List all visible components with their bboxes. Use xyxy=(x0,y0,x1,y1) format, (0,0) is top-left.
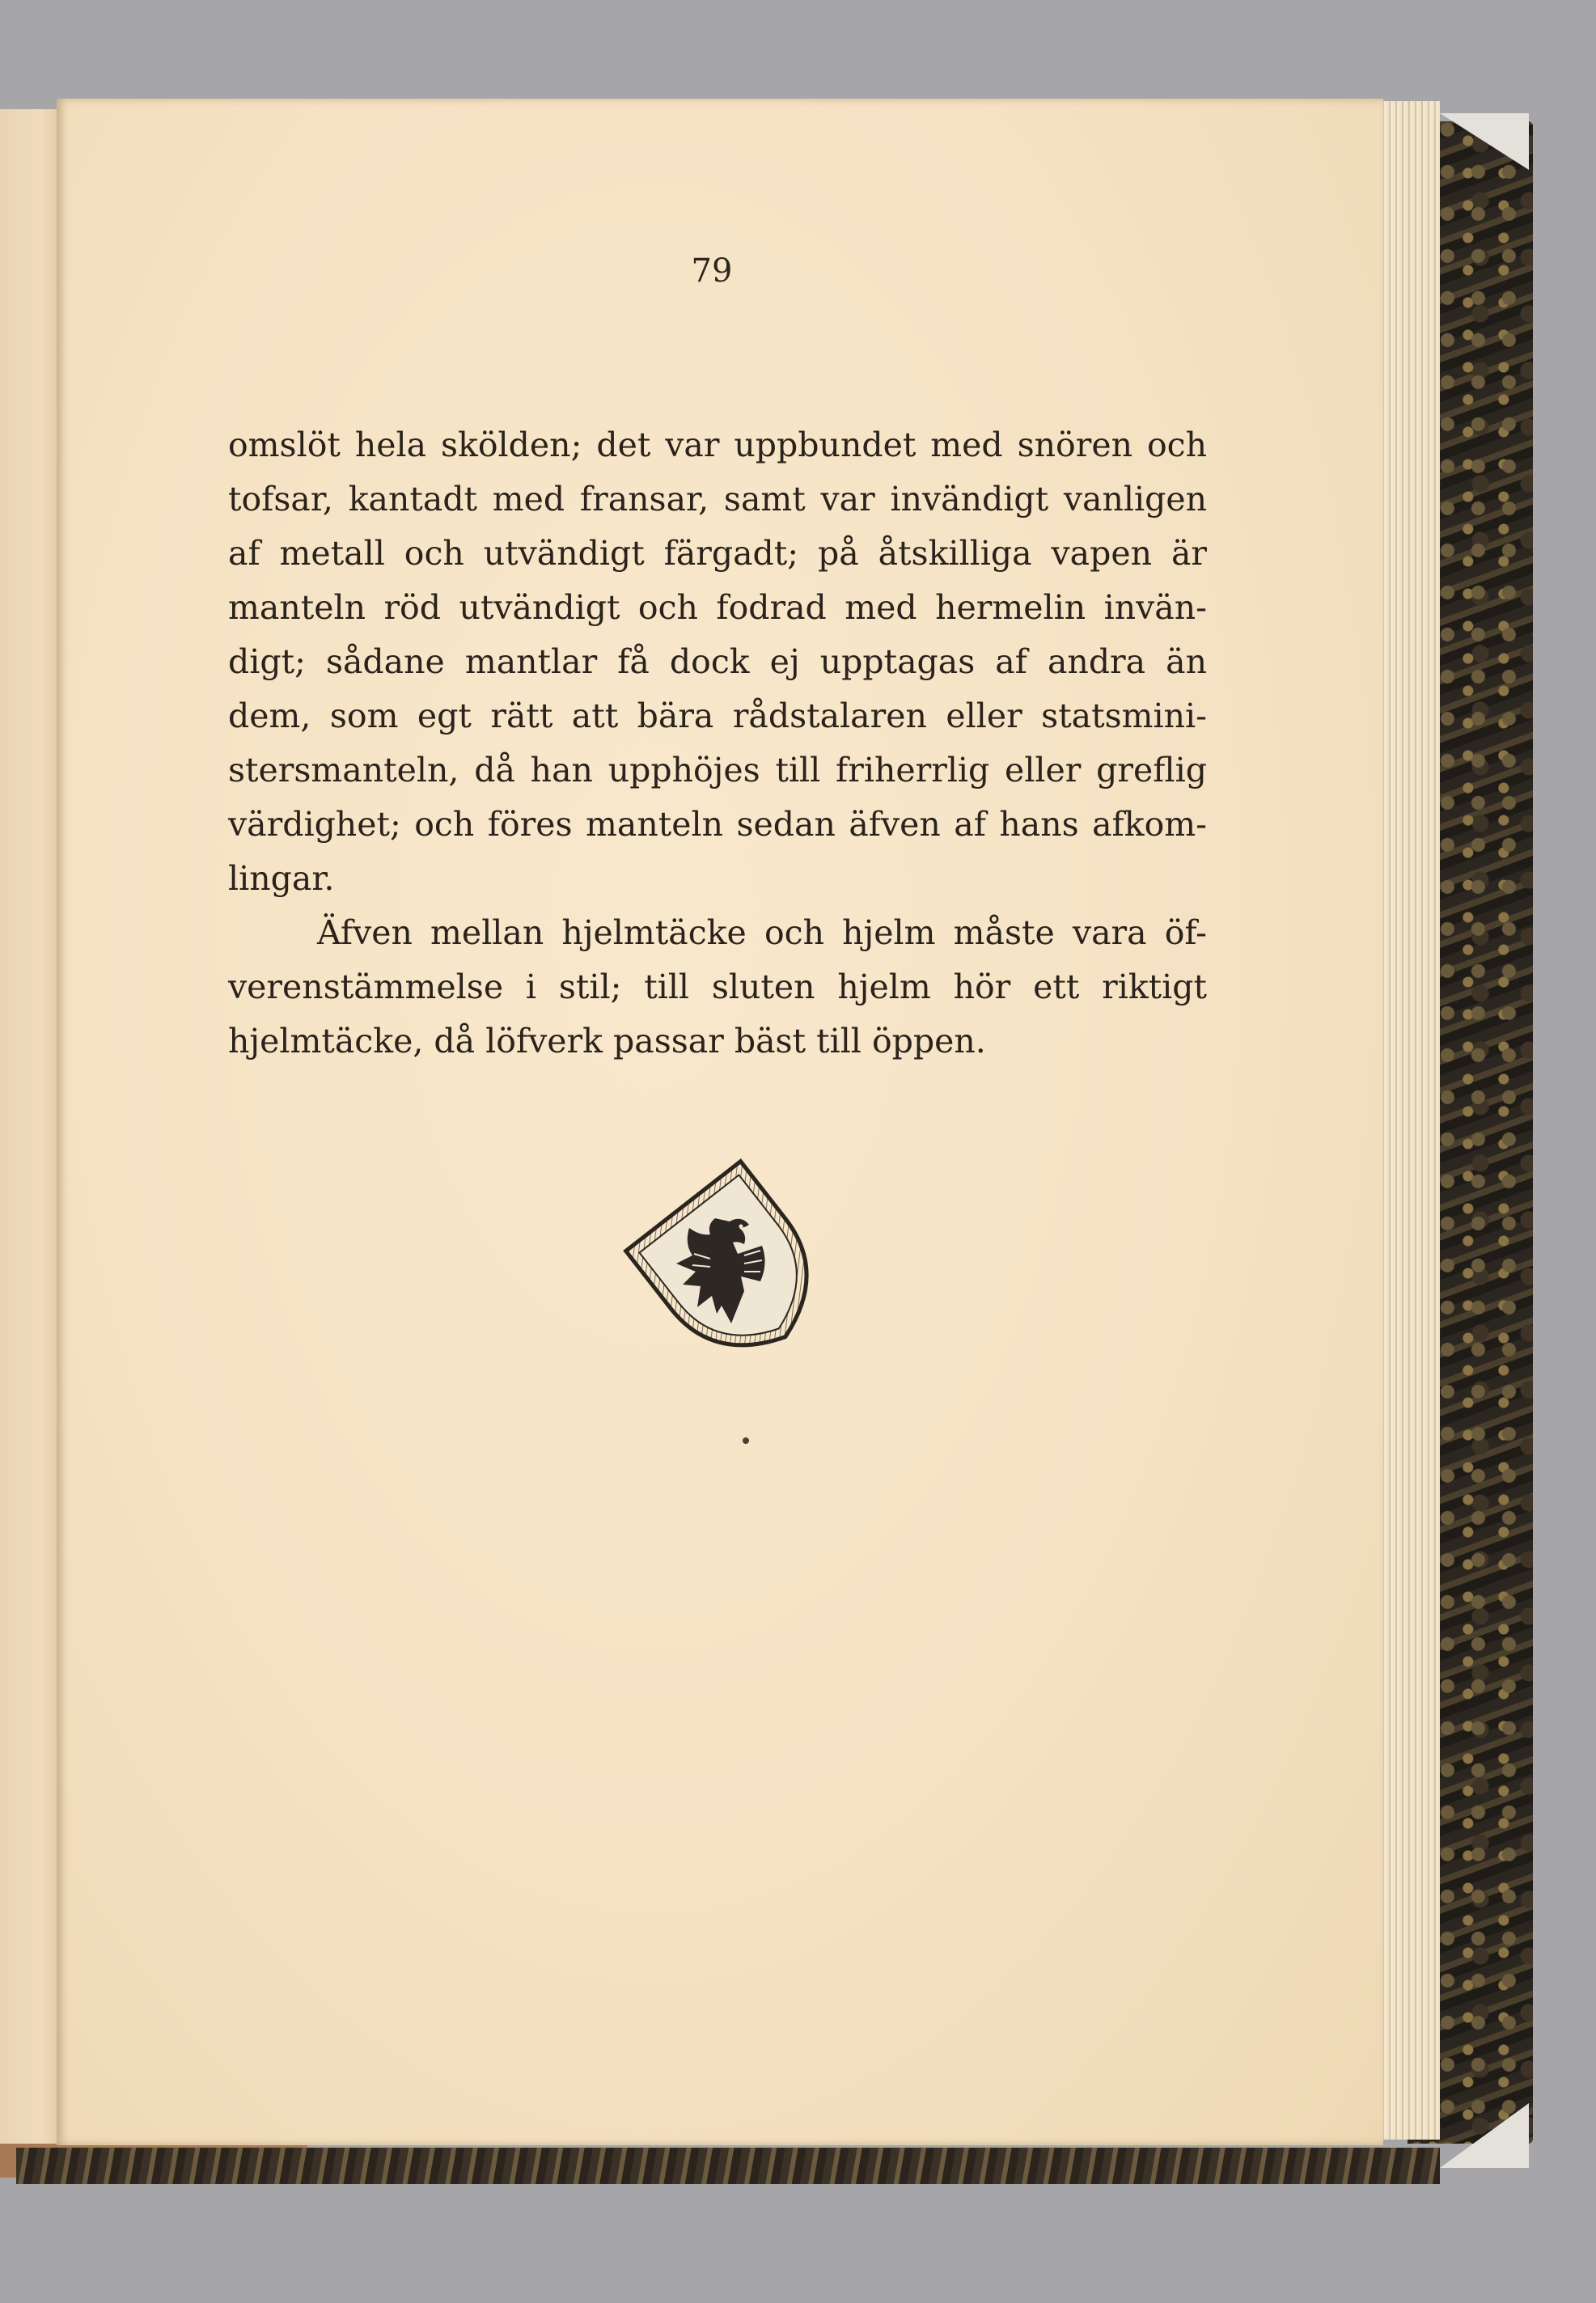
heraldic-eagle-shield-icon xyxy=(623,1158,833,1369)
body-text xyxy=(228,418,1207,1069)
book-page xyxy=(57,99,1383,2145)
text-line: dem, som egt rätt att bära rådstalaren eller statsmini- xyxy=(228,696,1207,735)
page-number: 79 xyxy=(691,252,733,290)
text-line: stersmanteln, då han upphöjes till friherrlig eller greflig xyxy=(228,751,1207,790)
text-line: manteln röd utvändigt och fodrad med hermelin invän- xyxy=(228,588,1207,627)
text-line: värdighet; och föres manteln sedan äfven af hans afkom- xyxy=(228,805,1207,844)
text-line: digt; sådane mantlar få dock ej upptagas af andra än xyxy=(228,642,1207,681)
text-line: af metall och utvändigt färgadt; på åtskilliga vapen är xyxy=(228,534,1207,573)
text-line: verenstämmelse i stil; till sluten hjelm hör ett riktigt xyxy=(228,967,1207,1006)
text-line: lingar. xyxy=(228,859,335,898)
text-line: Äfven mellan hjelmtäcke och hjelm måste vara öf- xyxy=(317,913,1207,952)
back-cover-bottom-edge xyxy=(16,2148,1440,2184)
text-line: hjelmtäcke, då löfverk passar bäst till öppen. xyxy=(228,1022,986,1060)
text-line: omslöt hela skölden; det var uppbundet med snören och xyxy=(228,425,1207,464)
paragraph-2 xyxy=(228,906,1207,1069)
text-line: tofsar, kantadt med fransar, samt var invändigt vanligen xyxy=(228,480,1207,519)
paragraph-1 xyxy=(228,418,1207,906)
ink-dot xyxy=(743,1437,749,1444)
